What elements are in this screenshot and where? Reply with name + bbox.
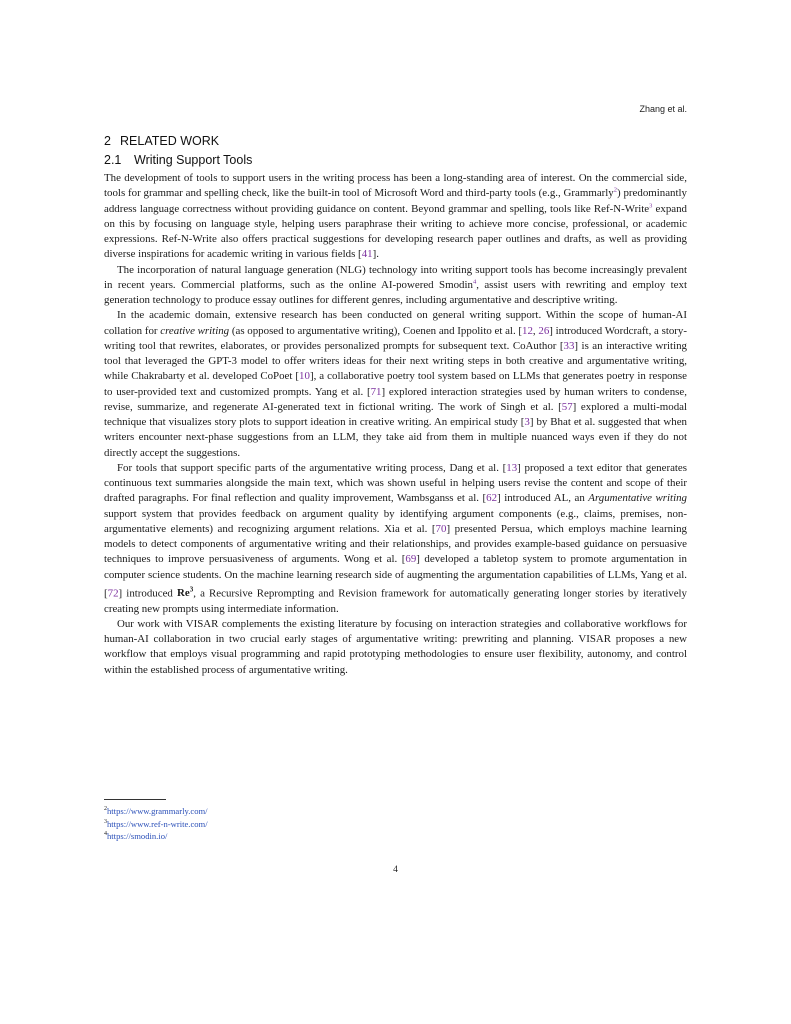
subsection-heading [104, 153, 687, 167]
footnote-2: $^2$https://www.grammarly.com/ [104, 806, 208, 816]
section-number: 2 [104, 134, 111, 148]
citation-link[interactable]: 13 [506, 461, 518, 474]
citation-link[interactable]: 3 [524, 416, 530, 428]
footnote-ref-3[interactable]: 3 [649, 201, 653, 209]
citation-link[interactable]: 33 [563, 339, 575, 352]
running-head: Zhang et al. [639, 104, 687, 114]
citation-link[interactable]: 26 [538, 324, 550, 337]
citation-link[interactable]: 10 [299, 370, 310, 383]
paragraph-4: For tools that support specific parts of the argumentative writing process, Dang et al. [13] proposed a text editor that generates continuous text summaries alongside the main text, which was shown useful in helping users revise the content and scope of their drafted paragraphs. For final reflection and quality improvement, Wambsganss et al. [62] introduced AL, an Argumentative writing support system that provides feedback on argument quality by identifying argument components (e.g., claims, premises, non-argumentative elements) and recognizing argument relations. Xia et al. [70] presented Persua, which employs machine learning models to detect components of argumentative writing and their relationships, and provides example-based guidance on persuasive techniques to improve persuasiveness of arguments. Wong et al. [69] developed a tabletop system to promote argumentation in computer science students. On the machine learning research side of augmenting the argumentation capabilities of LLMs, Yang et al. [72] introduced Re$^3$, a Recursive Reprompting and Revision framework for automatically generating longer stories by iteratively creating new prompts using intermediate information. [104, 461, 688, 615]
footnote-ref-2[interactable]: 2 [613, 186, 618, 194]
footnote-3: $^3$https://www.ref-n-write.com/ [104, 818, 208, 829]
paragraph-1: The development of tools to support users in the writing process has been a long-standing area of interest. On the commercial side, tools for grammar and spelling check, like the built-in tool of Microsoft Word and third-party tools (e.g., Grammarly$^2$) predominantly address language correctness without providing guidance on content. Beyond grammar and spelling, tools like Ref-N-Write$^3$ expand on this by focusing on language style, helping users paraphrase their writing to achieve more concise, professional, or academic expressions. Ref-N-Write also offers practical suggestions for developing research paper outlines and drafts, as well as providing diverse inspirations for academic writing in various fields [41]. [104, 172, 687, 261]
emphasis: creative writing [160, 324, 230, 337]
footnote-link-grammarly[interactable]: https://www.grammarly.com/ [107, 806, 208, 816]
section-title: RELATED WORK [120, 134, 220, 148]
paragraph-3: In the academic domain, extensive research has been conducted on general writing support. Within the scope of human-AI collation for creative writing (as opposed to argumentative writing), Coenen and Ippolito et al. [12, 26] introduced Wordcraft, a story-writing tool that rewrites, elaborates, or provides personalized prompts for subsequent text. CoAuthor [33] is an interactive writing tool that leveraged the GPT-3 model to offer writers ideas for their next writing steps in both creative and argumentative writing, while Chakrabarty et al. developed CoPoet [10], a collaborative poetry tool system based on LLMs that generates poetry in response to user-provided text and customized prompts. Yang et al. [71] explored interaction strategies used by human writers to condense, revise, summarize, and regenerate AI-generated text in fictional writing. The work of Singh et al. [57] explored a multi-modal technique that visualizes story plots to support ideation in creative writing. An empirical study [3] by Bhat et al. suggested that when writers encounter next-phase suggestions from an LLM, they take aid from them in multiple nuanced ways even if they do not directly accept the suggestions. [104, 309, 688, 459]
footnotes [104, 799, 687, 843]
citation-link[interactable]: 72 [107, 587, 119, 600]
section-heading [104, 134, 687, 148]
main-content [104, 134, 687, 678]
citation-link[interactable]: 71 [370, 385, 382, 398]
citation-link[interactable]: 41 [361, 248, 373, 261]
footnote-ref-4[interactable]: 4 [472, 278, 477, 286]
footnote-rule [104, 799, 166, 800]
footnote-4: $^4$https://smodin.io/ [104, 831, 168, 842]
citation-link[interactable]: 57 [561, 400, 573, 413]
citation-link[interactable]: 62 [486, 492, 498, 505]
footnote-link-smodin[interactable]: https://smodin.io/ [107, 831, 168, 842]
citation-link[interactable]: 69 [405, 553, 417, 566]
subsection-title: Writing Support Tools [134, 153, 253, 167]
page-number: 4 [393, 865, 398, 875]
citation-link[interactable]: 12 [522, 324, 533, 337]
paragraph-2: The incorporation of natural language generation (NLG) technology into writing support tools has become increasingly prevalent in recent years. Commercial platforms, such as the online AI-powered Smodin$^4$, assist users with rewriting and employ text generation technology to produce essay outlines for different genres, including argumentative and descriptive writing. [104, 263, 687, 306]
citation-link[interactable]: 70 [435, 522, 447, 535]
emphasis: Argumentative writing [588, 492, 688, 505]
subsection-number: 2.1 [104, 153, 122, 167]
footnote-link-ref-n-write[interactable]: https://www.ref-n-write.com/ [107, 818, 208, 829]
paragraph-5: Our work with VISAR complements the existing literature by focusing on interaction strategies and collaborative workflows for human-AI collaboration in two crucial early stages of argumentative writing: prewriting and planning. VISAR proposes a new workflow that employs visual programming and rapid prototyping methodologies to ensure user flexibility, autonomy, and control within the established process of argumentative writing. [104, 617, 687, 676]
re3-term: Re$^3$ [177, 585, 194, 600]
